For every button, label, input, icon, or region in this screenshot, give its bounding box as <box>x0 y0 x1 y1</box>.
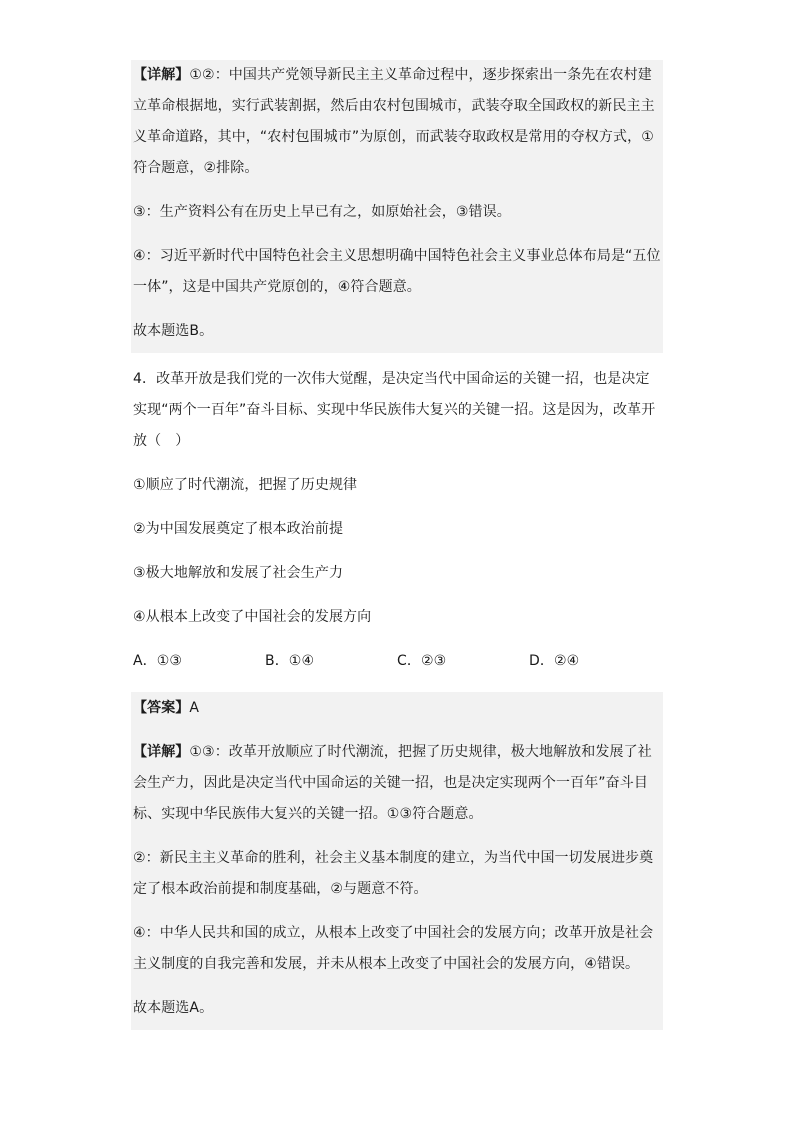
answer-options <box>131 646 663 677</box>
answer-tag: 【答案】 <box>133 700 190 716</box>
option-a: A．①③ <box>133 653 183 669</box>
explain-text: ①③：改革开放顺应了时代潮流，把握了历史规律，极大地解放和发展了社会生产力，因此是决定当代中国命运的关键一招，也是决定实现两个一百年”奋斗目标、实现中华民族伟大复兴的关键一招。①③符合题意。 <box>133 744 652 822</box>
option-b: B．①④ <box>265 653 315 669</box>
option-c: C．②③ <box>397 653 447 669</box>
explain-conclusion: 故本题选A。 <box>133 1000 214 1016</box>
explain-text: ①②：中国共产党领导新民主主义革命过程中，逐步探索出一条先在农村建立革命根据地，实行武装割据，然后由农村包围城市，武装夺取全国政权的新民主主义革命道路，其中，“农村包围城市”为原创，而武装夺取政权是常用的夺权方式，①符合题意，②排除。 <box>133 67 655 176</box>
explain-paragraph-1 <box>131 60 663 184</box>
explain-tag: 【详解】 <box>133 67 190 83</box>
question-stem: 4．改革开放是我们党的一次伟大觉醒，是决定当代中国命运的关键一招，也是决定实现“两个一百年”奋斗目标、实现中华民族伟大复兴的关键一招。这是因为，改革开放（ ） <box>133 371 656 449</box>
answer-line <box>131 692 663 724</box>
previous-explanation <box>131 60 663 353</box>
question-item-3: ③极大地解放和发展了社会生产力 <box>133 565 344 581</box>
explain-paragraph-3: ④：习近平新时代中国特色社会主义思想明确中国特色社会主义事业总体布局是“五位一体”，这是中国共产党原创的，④符合题意。 <box>133 248 661 295</box>
answer-explanation <box>131 692 663 1030</box>
explain-paragraph-2: ③：生产资料公有在历史上早已有之，如原始社会，③错误。 <box>133 204 511 220</box>
explain-paragraph-1 <box>131 737 663 830</box>
explain-conclusion: 故本题选B。 <box>133 323 214 339</box>
explain-tag: 【详解】 <box>133 744 190 760</box>
explain-paragraph-3: ④：中华人民共和国的成立，从根本上改变了中国社会的发展方向；改革开放是社会主义制度的自我完善和发展，并未从根本上改变了中国社会的发展方向，④错误。 <box>133 925 654 972</box>
question-item-4: ④从根本上改变了中国社会的发展方向 <box>133 609 372 625</box>
option-d: D．②④ <box>529 653 580 669</box>
explain-paragraph-2: ②：新民主主义革命的胜利，社会主义基本制度的建立，为当代中国一切发展进步奠定了根本政治前提和制度基础，②与题意不符。 <box>133 850 654 897</box>
question-item-2: ②为中国发展奠定了根本政治前提 <box>133 521 344 537</box>
answer-value: A <box>189 700 200 716</box>
question-4 <box>131 364 663 677</box>
question-item-1: ①顺应了时代潮流，把握了历史规律 <box>133 477 358 493</box>
